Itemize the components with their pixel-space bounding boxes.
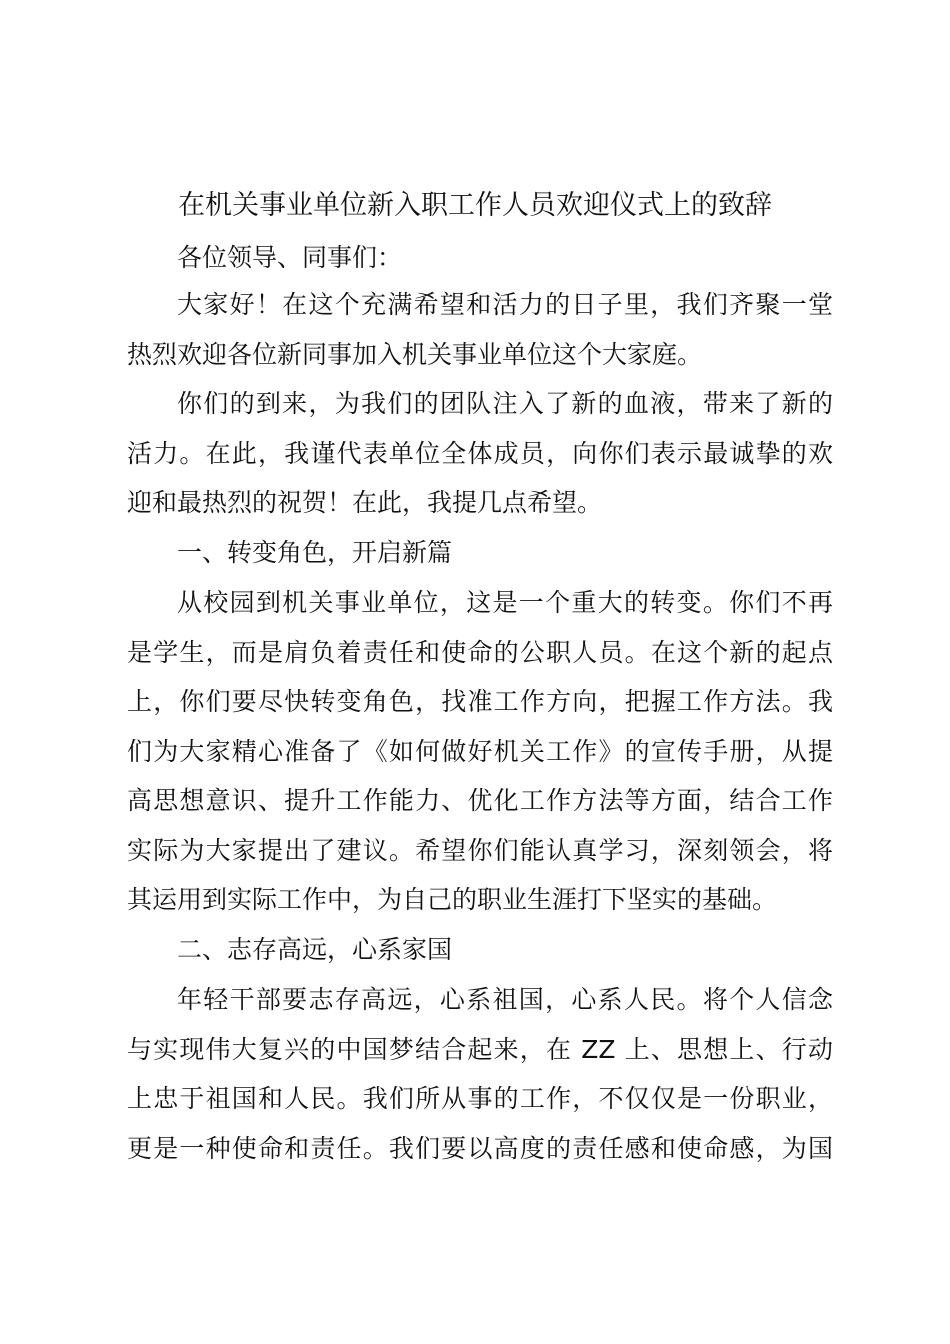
paragraph-line: 从校园到机关事业单位，这是一个重大的转变。你们不再 [177,588,833,617]
paragraph-line: 其运用到实际工作中，为自己的职业生涯打下坚实的基础。 [127,885,778,914]
salutation-line: 各位领导、同事们： [177,243,403,272]
paragraph-line: 大家好！在这个充满希望和活力的日子里，我们齐聚一堂 [177,290,833,319]
paragraph-line: 年轻干部要志存高远，心系祖国，心系人民。将个人信念 [177,985,833,1014]
paragraph-line: 是学生，而是肩负着责任和使命的公职人员。在这个新的起点 [127,638,833,667]
paragraph-line: 高思想意识、提升工作能力、优化工作方法等方面，结合工作 [127,786,833,815]
paragraph-line: 迎和最热烈的祝贺！在此，我提几点希望。 [127,488,603,517]
paragraph-line: 活力。在此，我谨代表单位全体成员，向你们表示最诚挚的欢 [127,439,833,468]
paragraph-line: 你们的到来，为我们的团队注入了新的血液，带来了新的 [177,389,833,418]
paragraph-line: 更是一种使命和责任。我们要以高度的责任感和使命感，为国 [127,1134,833,1163]
paragraph-line: 与实现伟大复兴的中国梦结合起来，在 ZZ 上、思想上、行动 [127,1035,833,1064]
document-title: 在机关事业单位新入职工作人员欢迎仪式上的致辞 [178,190,772,221]
paragraph-line: 上忠于祖国和人民。我们所从事的工作，不仅仅是一份职业， [127,1084,833,1113]
paragraph-line: 热烈欢迎各位新同事加入机关事业单位这个大家庭。 [127,340,703,369]
section-heading: 一、转变角色，开启新篇 [177,538,453,567]
section-heading: 二、志存高远，心系家国 [177,935,453,964]
paragraph-line: 们为大家精心准备了《如何做好机关工作》的宣传手册，从提 [127,737,833,766]
paragraph-line: 上，你们要尽快转变角色，找准工作方向，把握工作方法。我 [127,687,833,716]
paragraph-line: 实际为大家提出了建议。希望你们能认真学习，深刻领会，将 [127,836,833,865]
